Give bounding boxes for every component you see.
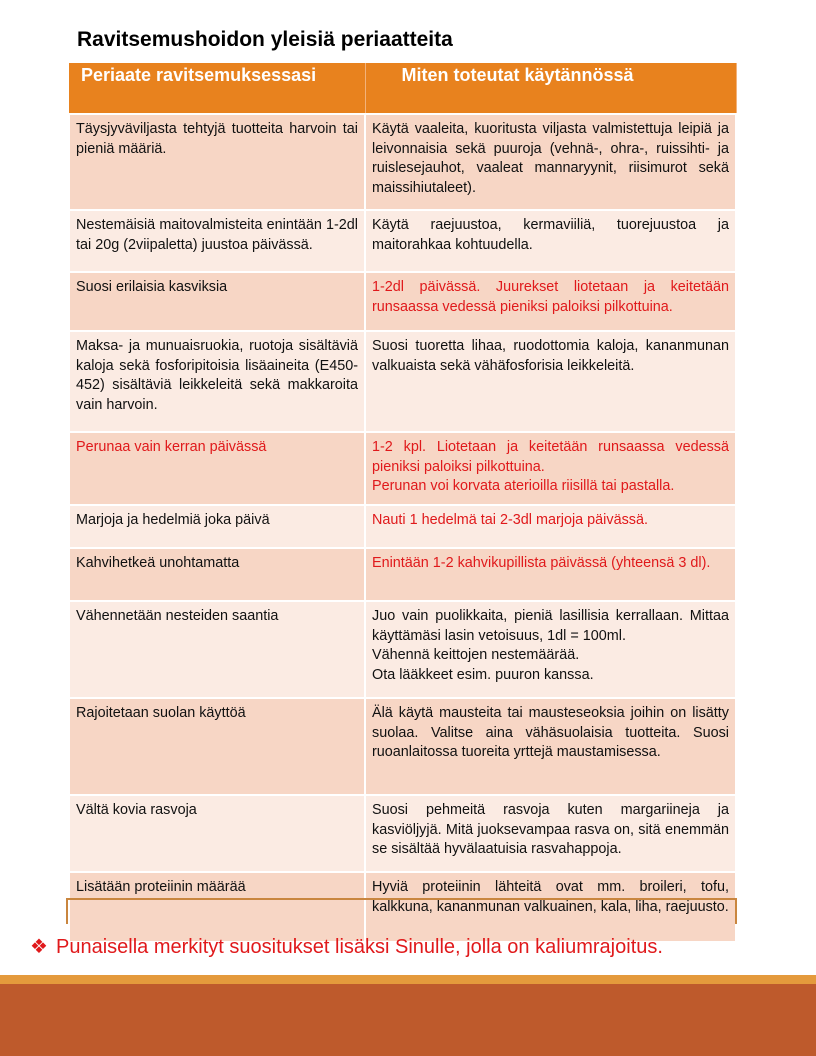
practice-cell [365,331,736,432]
table-row [69,432,736,505]
practice-line: Käytä raejuustoa, kermaviiliä, tuorejuustoa ja maitorahkaa kohtuudella. [372,217,729,253]
table-row [69,210,736,272]
practice-line: Hyviä proteiinin lähteitä ovat mm. broileri, tofu, kalkkuna, kananmunan valkuainen, kala, liha, raejuusto. [372,879,729,915]
practice-line: Nauti 1 hedelmä tai 2-3dl marjoja päivässä. [372,512,648,528]
practice-line: Enintään 1-2 kahvikupillista päivässä (yhteensä 3 dl). [372,555,711,571]
page-title: Ravitsemushoidon yleisiä periaatteita [77,28,453,51]
principle-cell: Kahvihetkeä unohtamatta [69,548,365,601]
practice-line: Älä käytä mausteita tai mausteseoksia joihin on lisätty suolaa. Valitse aina vähäsuolaisia tuotteita. Suosi ruoanlaitossa tuoreita yrttejä maustamisessa. [372,705,729,760]
footnote [30,934,663,959]
practice-line: Suosi tuoretta lihaa, ruodottomia kaloja, kananmunan valkuaista sekä vähäfosforisia leikkeleitä. [372,338,729,374]
practice-line: Suosi pehmeitä rasvoja kuten margariineja ja kasviöljyjä. Mitä juoksevampaa rasva on, sitä enemmän se sisältää hyvälaatuisia rasvahappoja. [372,802,729,857]
nutrition-table [68,63,735,943]
practice-cell [365,210,736,272]
principle-cell: Maksa- ja munuaisruokia, ruotoja sisältäviä kaloja sekä fosforipitoisia lisäaineita (E450-452) sisältäviä leikkeleitä sekä makkaroita vain harvoin. [69,331,365,432]
principle-cell: Nestemäisiä maitovalmisteita enintään 1-2dl tai 20g (2viipaletta) juustoa päivässä. [69,210,365,272]
practice-cell [365,432,736,505]
practice-line: Käytä vaaleita, kuoritusta viljasta valmistettuja leipiä ja leivonnaisia sekä puuroja (vehnä-, ohra-, ruissihti- ja ruislesejauhot, vaaleat mannaryynit, riisimurot sekä maissihiutaleet). [372,121,729,196]
table-right-tick [735,898,737,924]
table-row [69,601,736,698]
table-row [69,331,736,432]
practice-cell [365,795,736,872]
principle-cell: Vähennetään nesteiden saantia [69,601,365,698]
table-row [69,272,736,331]
table-bottom-border [67,898,737,900]
bullet-icon: ❖ [30,936,48,958]
table-row [69,505,736,548]
practice-line: 1-2 kpl. Liotetaan ja keitetään runsaassa vedessä pieniksi paloiksi pilkottuina. [372,439,729,475]
footnote-text: Punaisella merkityt suositukset lisäksi Sinulle, jolla on kaliumrajoitus. [56,936,663,958]
table-row [69,872,736,942]
practice-line: Vähennä keittojen nestemäärää. [372,647,580,663]
practice-cell [365,698,736,795]
table-row [69,114,736,210]
practice-cell [365,505,736,548]
principle-cell: Perunaa vain kerran päivässä [69,432,365,505]
practice-cell [365,601,736,698]
practice-cell [365,272,736,331]
practice-line: Ota lääkkeet esim. puuron kanssa. [372,666,594,683]
principle-cell: Täysjyväviljasta tehtyjä tuotteita harvoin tai pieniä määriä. [69,114,365,210]
table-left-tick [66,898,68,924]
principle-cell: Rajoitetaan suolan käyttöä [69,698,365,795]
table-row [69,698,736,795]
footer-band [0,984,816,1056]
practice-line: 1-2dl päivässä. Juurekset liotetaan ja keitetään runsaassa vedessä pieniksi paloiksi pilkottuina. [372,279,729,315]
practice-line: Perunan voi korvata aterioilla riisillä tai pastalla. [372,478,675,494]
principle-cell: Suosi erilaisia kasviksia [69,272,365,331]
header-principle: Periaate ravitsemuksessasi [69,63,365,114]
principle-cell: Lisätään proteiinin määrää [69,872,365,942]
practice-line: Juo vain puolikkaita, pieniä lasillisia kerrallaan. Mittaa käyttämäsi lasin vetoisuus, 1dl = 100ml. [372,608,729,644]
principle-cell: Vältä kovia rasvoja [69,795,365,872]
principle-cell: Marjoja ja hedelmiä joka päivä [69,505,365,548]
table-row [69,548,736,601]
practice-cell [365,114,736,210]
header-practice: Miten toteutat käytännössä [365,63,736,114]
table-row [69,795,736,872]
footer-band-light [0,975,816,984]
practice-cell [365,548,736,601]
practice-cell [365,872,736,942]
table-header-row [69,63,736,114]
